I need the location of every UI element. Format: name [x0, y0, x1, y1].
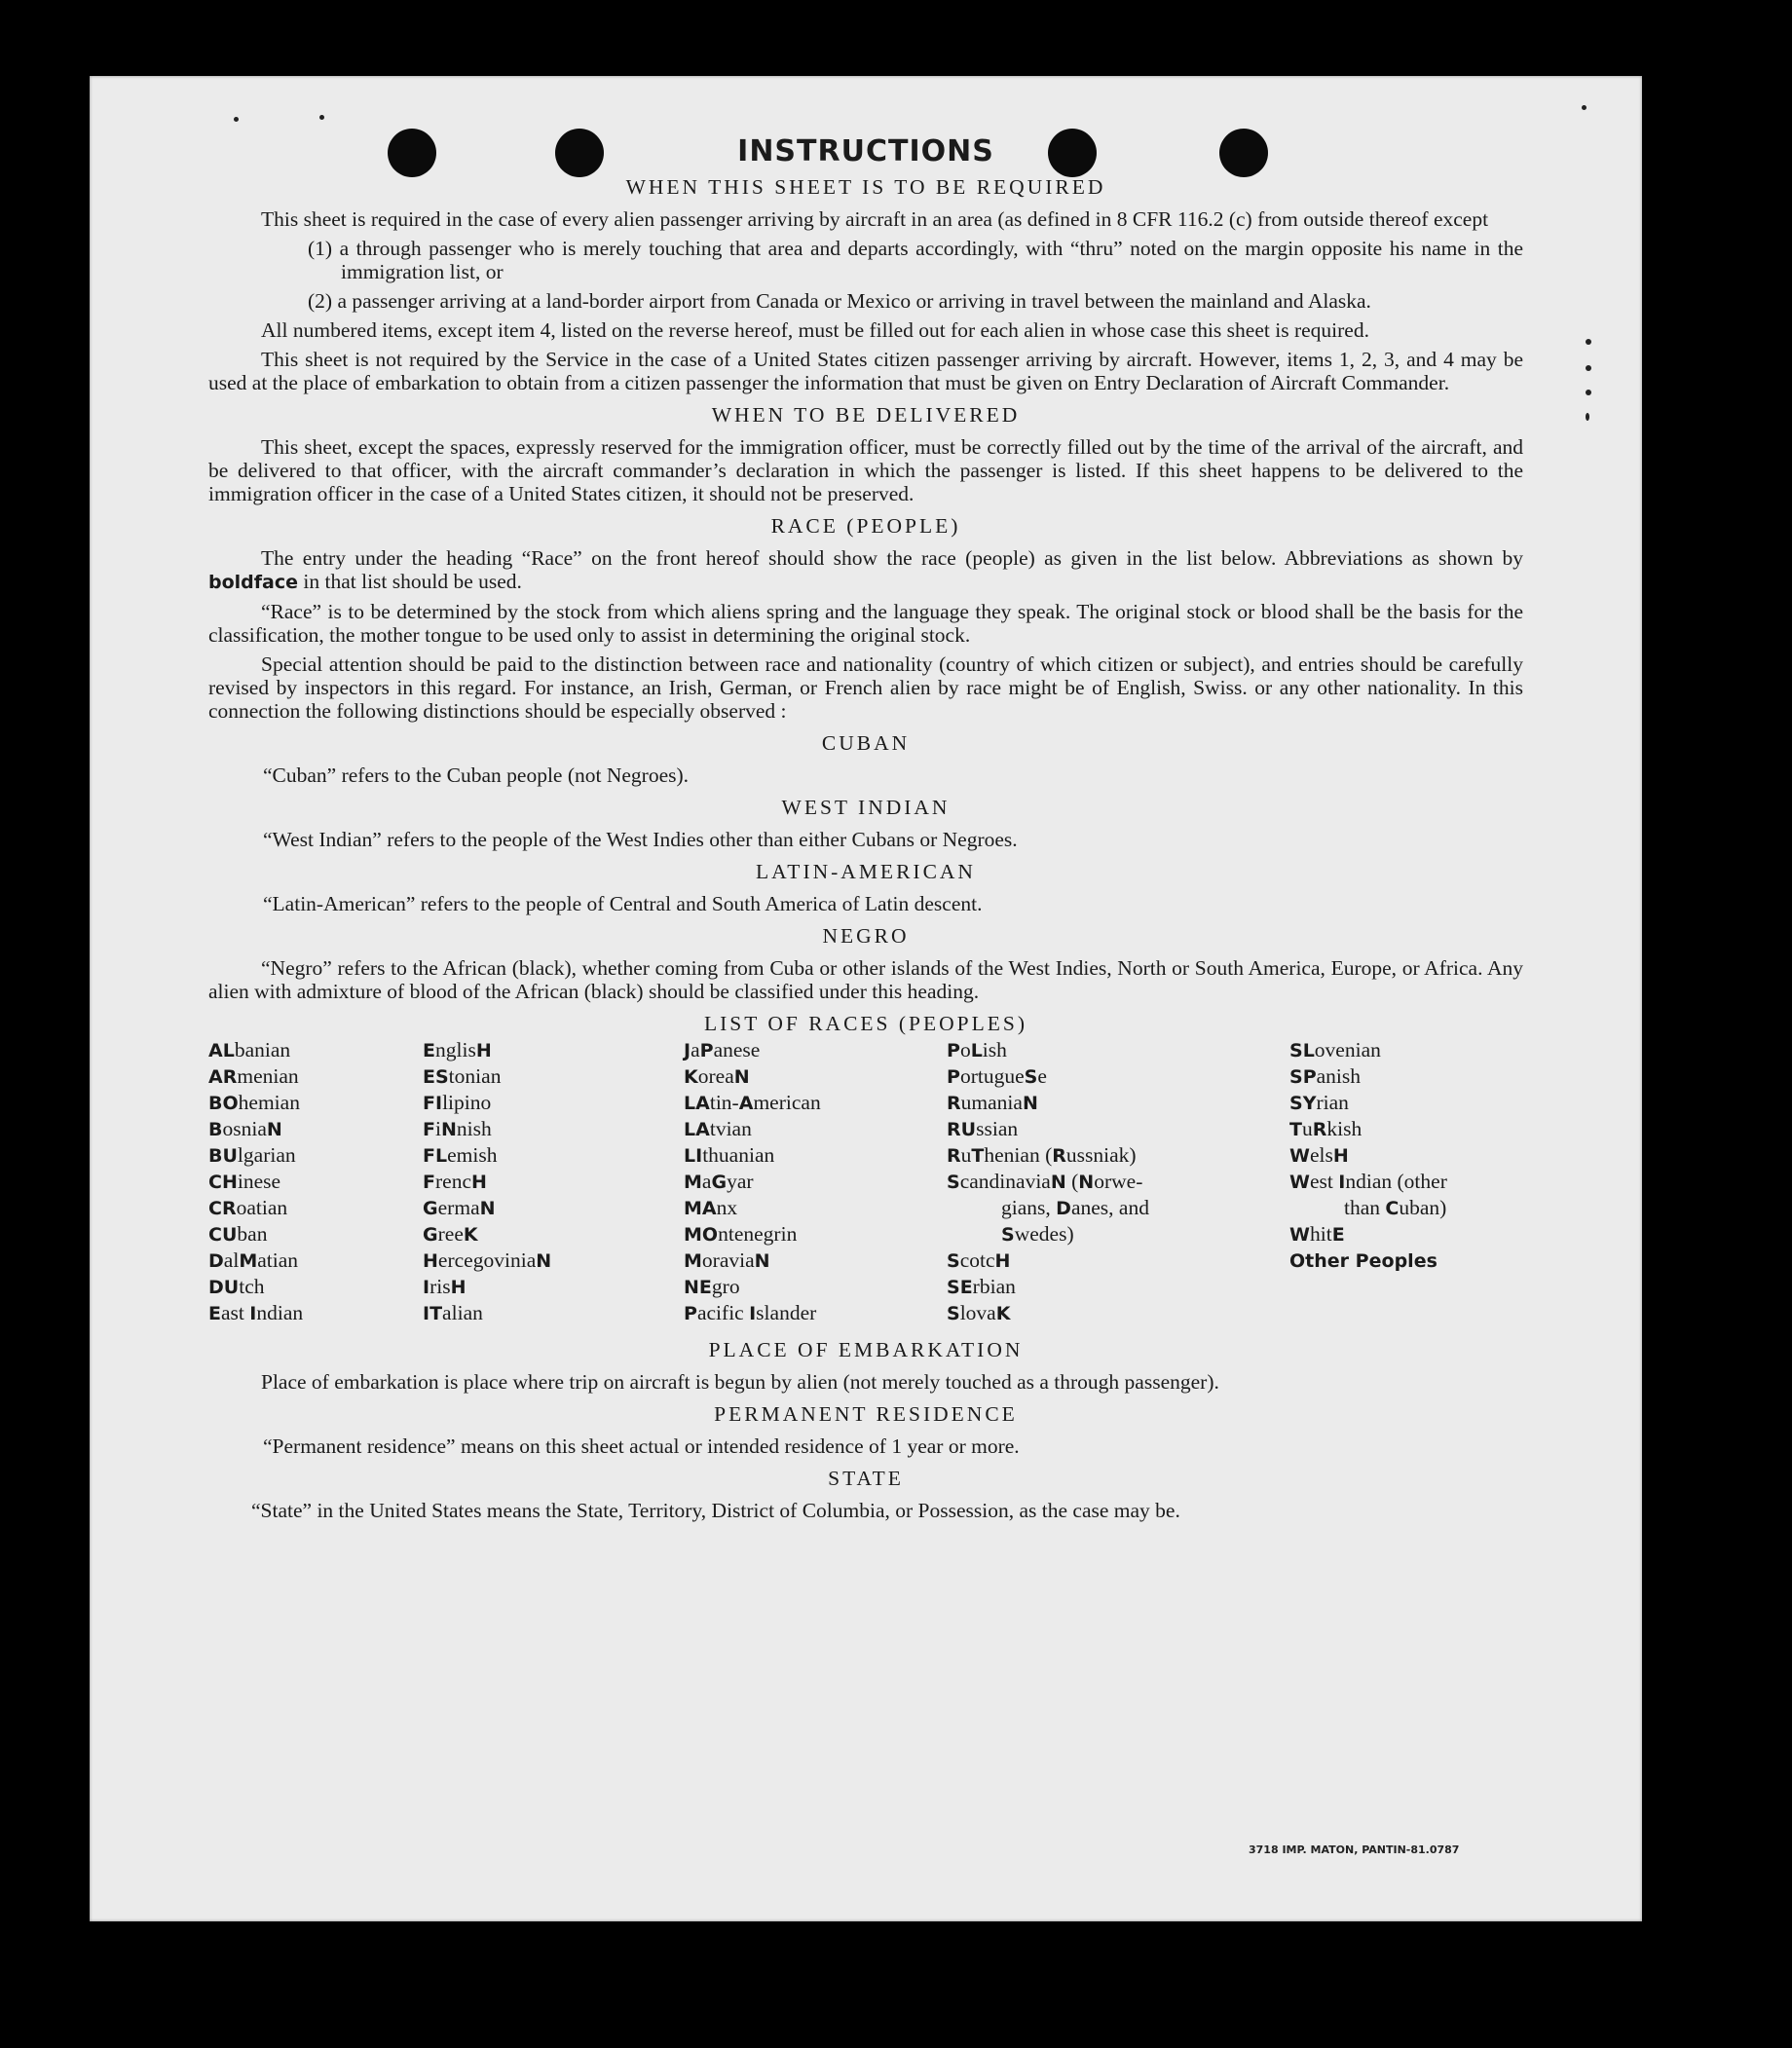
- race-column: [947, 1037, 1289, 1326]
- speck-mark: [234, 117, 239, 122]
- section-heading: LIST OF RACES (PEOPLES): [703, 1012, 1028, 1035]
- section-heading: WHEN TO BE DELIVERED: [711, 403, 1021, 427]
- paragraph: Place of embarkation is place where trip on aircraft is begun by alien (not merely touched as a through passenger).: [261, 1370, 1219, 1394]
- race-entry: GermaN: [423, 1196, 496, 1219]
- race-entry: PortugueSe: [947, 1064, 1047, 1088]
- paragraph-text: The entry under the heading “Race” on the front hereof should show the race (people) as given in the list below. Abbreviations as shown by: [261, 546, 1523, 570]
- section-heading: STATE: [828, 1467, 904, 1490]
- race-entry: MAnx: [684, 1196, 738, 1219]
- race-entry: RuThenian (Russniak): [947, 1143, 1137, 1167]
- race-entry: DUtch: [208, 1275, 265, 1298]
- race-column: [1289, 1037, 1523, 1326]
- race-entry: MOntenegrin: [684, 1222, 798, 1246]
- section-heading: RACE (PEOPLE): [770, 514, 961, 538]
- race-entry: FiNnish: [423, 1117, 492, 1140]
- page-title: INSTRUCTIONS: [737, 134, 994, 168]
- race-entry: CUban: [208, 1222, 268, 1246]
- instructions-content: [208, 134, 1523, 1528]
- paragraph: “Latin-American” refers to the people of Central and South America of Latin descent.: [263, 892, 983, 915]
- race-column: [684, 1037, 947, 1326]
- paragraph-text: in that list should be used.: [298, 570, 522, 593]
- race-entry: EStonian: [423, 1064, 502, 1088]
- race-entry: RUssian: [947, 1117, 1019, 1140]
- paragraph: All numbered items, except item 4, listed on the reverse hereof, must be filled out for each alien in whose case this sheet is required.: [261, 318, 1369, 342]
- race-entry: East Indian: [208, 1301, 304, 1324]
- paragraph: “Cuban” refers to the Cuban people (not Negroes).: [263, 763, 690, 787]
- race-entry: LAtvian: [684, 1117, 752, 1140]
- race-entry: TuRkish: [1289, 1117, 1363, 1140]
- race-entry: DalMatian: [208, 1248, 299, 1272]
- speck-mark: [1586, 413, 1589, 421]
- race-entry: MaGyar: [684, 1170, 754, 1193]
- race-entry: HercegoviniaN: [423, 1248, 552, 1272]
- race-entry: gians, Danes, and: [1001, 1196, 1149, 1219]
- speck-mark: [319, 115, 324, 120]
- race-entry: SPanish: [1289, 1064, 1362, 1088]
- race-entry: IrisH: [423, 1275, 467, 1298]
- race-entry: WelsH: [1289, 1143, 1349, 1167]
- speck-mark: [1586, 365, 1591, 371]
- race-entry: GreeK: [423, 1222, 478, 1246]
- race-column: [423, 1037, 684, 1326]
- section-heading: NEGRO: [822, 924, 910, 948]
- race-column: [208, 1037, 423, 1326]
- paragraph: “State” in the United States means the State, Territory, District of Columbia, or Possession, as the case may be.: [251, 1499, 1180, 1522]
- paragraph: [208, 546, 1523, 594]
- paragraph: “West Indian” refers to the people of the West Indies other than either Cubans or Negroes.: [263, 828, 1018, 851]
- race-entry: NEgro: [684, 1275, 740, 1298]
- race-entry: ARmenian: [208, 1064, 299, 1088]
- race-entry: Pacific Islander: [684, 1301, 817, 1324]
- race-entry: CRoatian: [208, 1196, 288, 1219]
- race-entry: West Indian (other: [1289, 1170, 1447, 1193]
- race-entry: than Cuban): [1344, 1196, 1447, 1219]
- race-entry: ITalian: [423, 1301, 483, 1324]
- section-heading: LATIN-AMERICAN: [756, 860, 976, 883]
- race-entry: FLemish: [423, 1143, 498, 1167]
- race-entry: SLovenian: [1289, 1038, 1381, 1061]
- race-list: [208, 1037, 1523, 1326]
- race-entry: Swedes): [1001, 1222, 1074, 1246]
- race-entry: ALbanian: [208, 1038, 291, 1061]
- paragraph: “Permanent residence” means on this sheet actual or intended residence of 1 year or more.: [263, 1434, 1020, 1458]
- speck-mark: [1582, 105, 1587, 110]
- section-heading: PLACE OF EMBARKATION: [708, 1338, 1024, 1361]
- list-item: (2) a passenger arriving at a land-border airport from Canada or Mexico or arriving in travel between the mainland and Alaska.: [308, 289, 1371, 313]
- race-entry: BosniaN: [208, 1117, 282, 1140]
- speck-mark: [1586, 390, 1591, 395]
- paragraph: This sheet is required in the case of every alien passenger arriving by aircraft in an area (as defined in 8 CFR 116.2 (c) from outside thereof except: [261, 207, 1489, 231]
- paragraph: “Negro” refers to the African (black), whether coming from Cuba or other islands of the West Indies, North or South America, Europe, or Africa. Any alien with admixture of blood of the African (black) should be classified under this heading.: [208, 956, 1523, 1003]
- speck-mark: [1586, 339, 1591, 345]
- race-entry: BUlgarian: [208, 1143, 296, 1167]
- paragraph: This sheet is not required by the Service in the case of a United States citizen passenger arriving by aircraft. However, items 1, 2, 3, and 4 may be used at the place of embarkation to obtain from a citizen passenger the information that must be given on Entry Declaration of Aircraft Commander.: [208, 348, 1523, 394]
- race-entry: LIthuanian: [684, 1143, 775, 1167]
- print-code: 3718 IMP. MATON, PANTIN-81.0787: [1249, 1843, 1460, 1856]
- race-entry: ScotcH: [947, 1248, 1011, 1272]
- race-entry: SErbian: [947, 1275, 1016, 1298]
- race-entry: EnglisH: [423, 1038, 492, 1061]
- race-entry: FIlipino: [423, 1091, 492, 1114]
- list-item: (1) a through passenger who is merely touching that area and departs accordingly, with “thru” noted on the margin opposite his name in the immigration list, or: [308, 237, 1523, 283]
- boldface-word: boldface: [208, 572, 299, 593]
- paragraph: This sheet, except the spaces, expressly reserved for the immigration officer, must be correctly filled out by the time of the arrival of the aircraft, and be delivered to that officer, with the aircraft commander’s declaration in which the passenger is listed. If this sheet happens to be delivered to the immigration officer in the case of a United States citizen, it should not be preserved.: [208, 435, 1523, 505]
- section-heading: CUBAN: [821, 731, 911, 755]
- section-heading: WEST INDIAN: [781, 796, 951, 819]
- race-entry: WhitE: [1289, 1222, 1345, 1246]
- paragraph: Special attention should be paid to the distinction between race and nationality (country of which citizen or subject), and entries should be carefully revised by inspectors in this regard. For instance, an Irish, German, or French alien by race might be of English, Swiss. or any other nationality. In this connection the following distinctions should be especially observed :: [208, 652, 1523, 723]
- race-entry: ScandinaviaN (Norwe-: [947, 1170, 1143, 1193]
- race-entry: PoLish: [947, 1038, 1007, 1061]
- document-sheet: [90, 76, 1642, 1921]
- race-entry: FrencH: [423, 1170, 487, 1193]
- race-entry: RumaniaN: [947, 1091, 1038, 1114]
- race-entry: CHinese: [208, 1170, 281, 1193]
- race-entry: JaPanese: [684, 1038, 761, 1061]
- section-heading: PERMANENT RESIDENCE: [714, 1402, 1018, 1426]
- race-entry: MoraviaN: [684, 1248, 770, 1272]
- section-heading: WHEN THIS SHEET IS TO BE REQUIRED: [625, 175, 1106, 199]
- race-entry: KoreaN: [684, 1064, 750, 1088]
- race-entry: SYrian: [1289, 1091, 1349, 1114]
- race-entry: SlovaK: [947, 1301, 1011, 1324]
- paragraph: “Race” is to be determined by the stock from which aliens spring and the language they speak. The original stock or blood shall be the basis for the classification, the mother tongue to be used only to assist in determining the original stock.: [208, 600, 1523, 647]
- race-entry: BOhemian: [208, 1091, 300, 1114]
- race-entry: LAtin-American: [684, 1091, 821, 1114]
- race-entry: Other Peoples: [1289, 1250, 1437, 1272]
